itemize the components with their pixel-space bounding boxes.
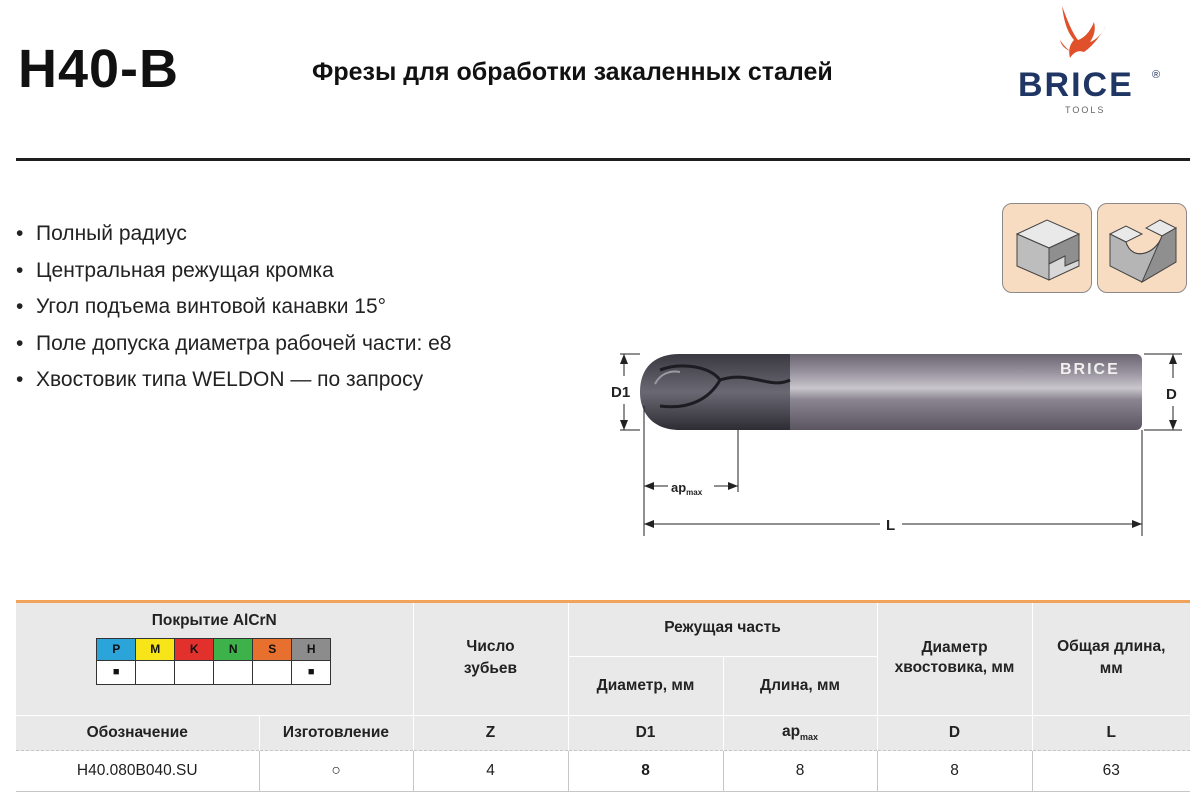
table-row xyxy=(16,751,1190,792)
material-mark xyxy=(175,660,213,684)
feature-item: • Угол подъема винтовой канавки 15° xyxy=(16,295,387,318)
brand-subtitle: TOOLS xyxy=(1065,105,1106,115)
material-mark: ■ xyxy=(292,660,330,684)
material-code: M xyxy=(136,639,174,660)
d-header: D xyxy=(877,716,1032,751)
tool-cutting-head xyxy=(640,354,790,430)
d-cell: 8 xyxy=(877,751,1032,792)
z-cell: 4 xyxy=(413,751,568,792)
feature-list xyxy=(16,220,452,403)
material-h xyxy=(291,638,331,685)
d1-header: D1 xyxy=(568,716,723,751)
designation-header: Обозначение xyxy=(16,716,259,751)
material-mark xyxy=(214,660,252,684)
total-length-header: Общая длина, мм xyxy=(1032,600,1190,716)
designation-cell: H40.080B040.SU xyxy=(16,751,259,792)
shank-diameter-header: Диаметр хвостовика, мм xyxy=(877,600,1032,716)
d1-cell: 8 xyxy=(568,751,723,792)
material-code: H xyxy=(292,639,330,660)
material-p xyxy=(96,638,136,685)
material-n xyxy=(213,638,253,685)
diameter-header: Диаметр, мм xyxy=(568,657,723,716)
spec-table xyxy=(16,600,1190,792)
brice-logo xyxy=(1010,0,1190,120)
manufacture-cell: ○ xyxy=(259,751,413,792)
table-top-accent xyxy=(16,600,1190,603)
product-code: H40-B xyxy=(18,39,180,99)
material-k xyxy=(174,638,214,685)
z-header: Z xyxy=(413,716,568,751)
brand-registered-mark: ® xyxy=(1152,69,1161,81)
material-grid xyxy=(16,638,413,685)
material-code: N xyxy=(214,639,252,660)
material-mark: ■ xyxy=(97,660,135,684)
feature-item: • Центральная режущая кромка xyxy=(16,258,334,282)
material-mark xyxy=(136,660,174,684)
dimension-d1-label: D1 xyxy=(611,384,631,401)
cutting-part-header: Режущая часть xyxy=(568,600,877,657)
page-title: Фрезы для обработки закаленных сталей xyxy=(312,58,833,86)
dimension-l-label: L xyxy=(886,517,896,534)
tool-brand-mark: BRICE xyxy=(1060,361,1120,378)
dimension-d-label: D xyxy=(1166,386,1177,403)
length-header: Длина, мм xyxy=(723,657,877,716)
teeth-header: Число зубьев xyxy=(413,600,568,716)
brand-name: BRICE xyxy=(1018,66,1134,104)
tool-drawing xyxy=(600,340,1190,540)
material-code: P xyxy=(97,639,135,660)
manufacture-header: Изготовление xyxy=(259,716,413,751)
dimension-ap-label: $ap_{max}$ xyxy=(671,480,703,497)
l-header: L xyxy=(1032,716,1190,751)
material-code: K xyxy=(175,639,213,660)
l-cell: 63 xyxy=(1032,751,1190,792)
bird-icon xyxy=(1060,6,1106,58)
material-s xyxy=(252,638,292,685)
header-divider xyxy=(16,158,1190,161)
feature-item: • Хвостовик типа WELDON — по запросу xyxy=(16,368,424,391)
coating-header: Покрытие AlCrN P ■ M K N S H ■ xyxy=(16,600,413,716)
radius-groove-icon xyxy=(1097,203,1187,293)
material-code: S xyxy=(253,639,291,660)
ap-header: $ap_{max}$ xyxy=(723,716,877,751)
feature-item: • Поле допуска диаметра рабочей части: e8 xyxy=(16,331,452,355)
material-m xyxy=(135,638,175,685)
material-mark xyxy=(253,660,291,684)
feature-item: • Полный радиус xyxy=(16,222,187,245)
ap-cell: 8 xyxy=(723,751,877,792)
step-shoulder-icon xyxy=(1002,203,1092,293)
